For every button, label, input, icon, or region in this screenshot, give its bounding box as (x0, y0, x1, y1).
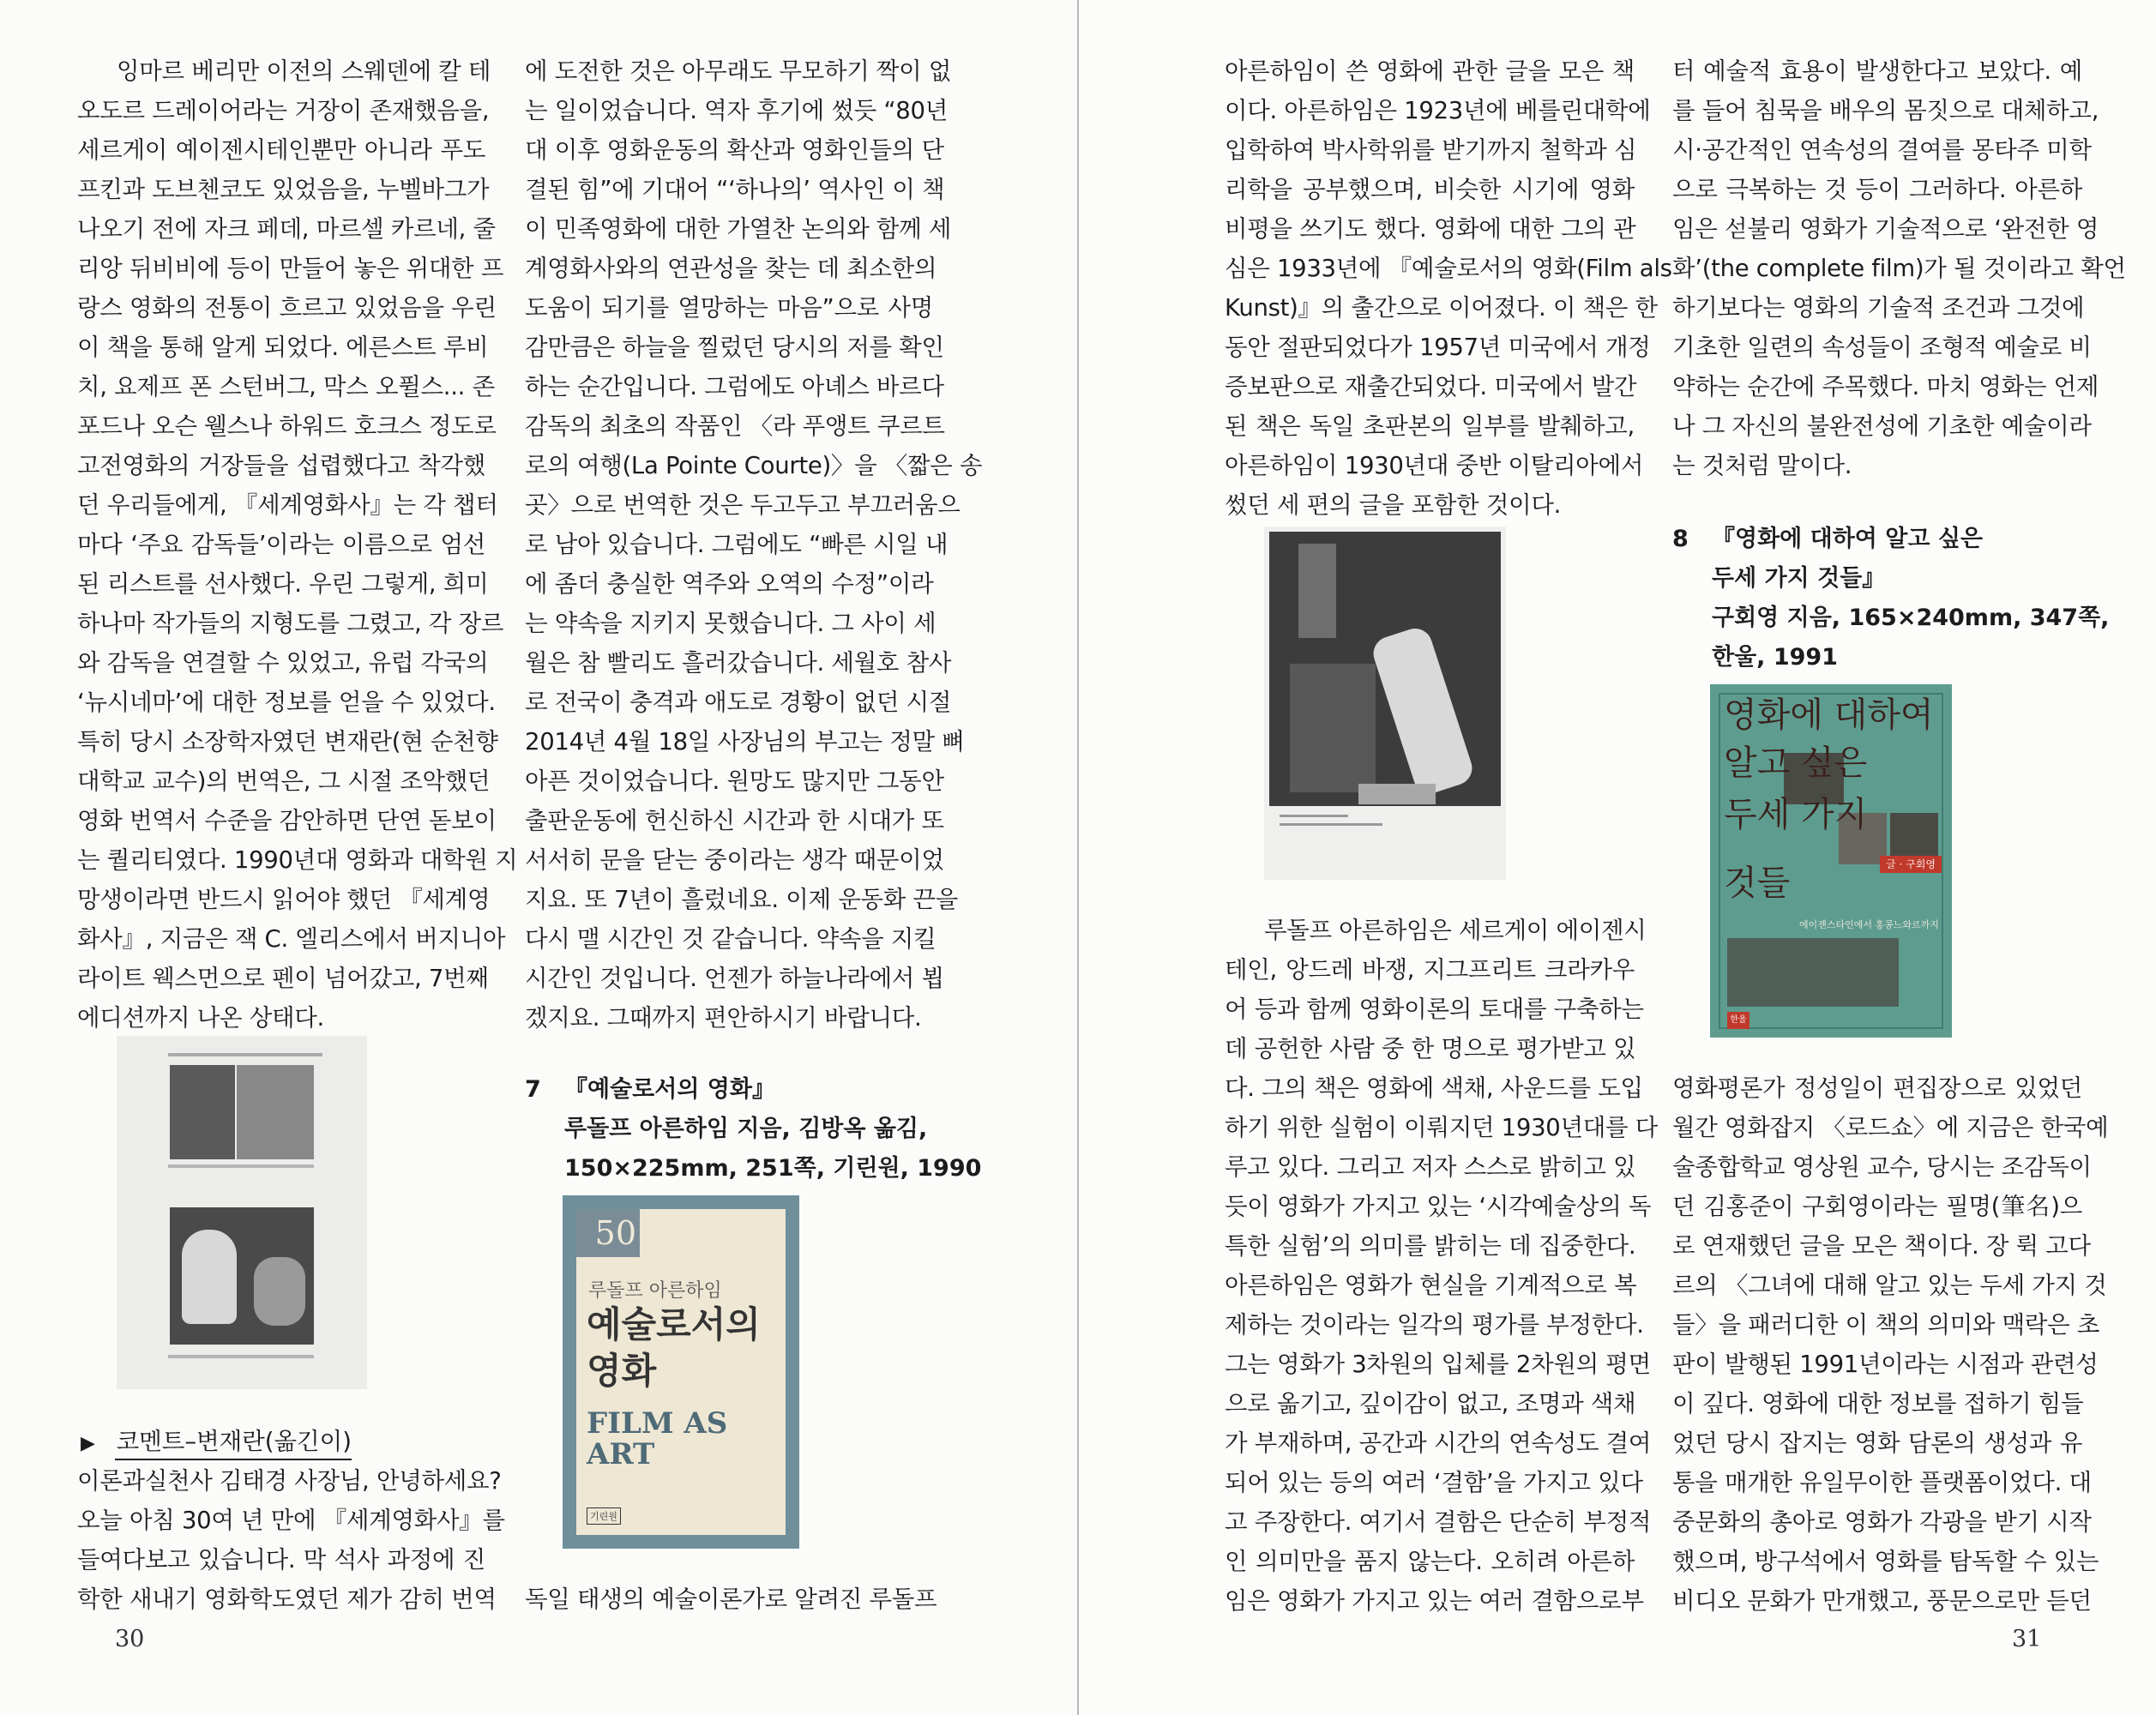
text-line: 다시 맬 시간인 것 같습니다. 약속을 지킬 (525, 925, 936, 953)
text-line: 동안 절판되었다가 1957년 미국에서 개정 (1225, 334, 1651, 361)
text-line: 비디오 문화가 만개했고, 풍문으로만 듣던 (1672, 1587, 2092, 1615)
text-line: 루돌프 아른하임은 세르게이 에이젠시 (1264, 917, 1647, 944)
cover-author: 루돌프 아른하임 (588, 1280, 722, 1302)
item-number: 7 (525, 1076, 541, 1103)
text-line: 감독의 최초의 작품인 〈라 푸앵트 쿠르트 (525, 412, 945, 440)
text-line: 썼던 세 편의 글을 포함한 것이다. (1225, 491, 1562, 519)
text-line: 된 책은 독일 초판본의 일부를 발췌하고, (1225, 412, 1635, 440)
cover-english-line1: FILM AS (587, 1406, 728, 1441)
text-line: 서서히 문을 닫는 중이라는 생각 때문이었 (525, 846, 944, 874)
text-line: 나 그 자신의 불완전성에 기초한 예술이라 (1672, 412, 2092, 440)
text-line: 2014년 4월 18일 사장님의 부고는 정말 뼈 (525, 728, 965, 755)
right-column-1-bottom (1225, 911, 1658, 1621)
text-line: 학한 새내기 영화학도였던 제가 감히 번역 (77, 1586, 497, 1613)
text-line: 로 연재했던 글을 모은 책이다. 장 뤽 고다 (1672, 1232, 2091, 1260)
text-line: 잉마르 베리만 이전의 스웨덴에 칼 테 (117, 57, 491, 85)
text-line: 포드나 오슨 웰스나 하워드 호크스 정도로 (77, 412, 497, 440)
text-line: 독일 태생의 예술이론가로 알려진 루돌프 (525, 1586, 937, 1613)
text-line: 와 감독을 연결할 수 있었고, 유럽 각국의 (77, 649, 489, 677)
text-line: 아픈 것이었습니다. 원망도 많지만 그동안 (525, 767, 944, 795)
comment-body (77, 1461, 505, 1619)
text-line: 아른하임은 영화가 현실을 기계적으로 복 (1225, 1272, 1637, 1299)
text-line: 테인, 앙드레 바쟁, 지그프리트 크라카우 (1225, 956, 1635, 984)
right-column-2-bottom (1672, 1068, 2109, 1621)
text-line: 이다. 아른하임은 1923년에 베를린대학에 (1225, 97, 1651, 124)
text-line: 중문화의 총아로 영화가 각광을 받기 시작 (1672, 1508, 2092, 1536)
text-line: 제하는 것이라는 일각의 평가를 부정한다. (1225, 1311, 1644, 1339)
item8-specs: 구회영 지음, 165×240mm, 347쪽, (1712, 605, 2110, 631)
text-line: 다. 그의 책은 영화에 색채, 사운드를 도입 (1225, 1074, 1643, 1102)
arnheim-film-still-image (1264, 527, 1506, 880)
text-line: 으로 극복하는 것 등이 그러하다. 아른하 (1672, 176, 2082, 203)
comment-heading (81, 1422, 352, 1464)
cover8-title-line4: 것들 (1724, 864, 1791, 903)
text-line: 에 좀더 충실한 역주와 오역의 수정”이라 (525, 570, 934, 598)
text-line: 곳〉으로 번역한 것은 두고두고 부끄러움으 (525, 491, 961, 519)
book-item-7-heading (525, 1070, 982, 1190)
text-line: 데 공헌한 사람 중 한 명으로 평가받고 있 (1225, 1035, 1636, 1062)
book-item-8-heading (1672, 520, 2118, 683)
text-line: 고전영화의 거장들을 섭렵했다고 착각했 (77, 452, 485, 479)
page-number-right: 31 (2012, 1626, 2042, 1652)
text-line: 랑스 영화의 전통이 흐르고 있었음을 우린 (77, 294, 497, 322)
item7-specs: 150×225mm, 251쪽, 기린원, 1990 (564, 1155, 982, 1182)
text-line: 그는 영화가 3차원의 입체를 2차원의 평면 (1225, 1351, 1651, 1378)
text-line: 화사』, 지금은 잭 C. 엘리스에서 버지니아 (77, 925, 506, 953)
text-line: 던 우리들에게, 『세계영화사』는 각 챕터 (77, 491, 498, 519)
text-line: 임은 섣불리 영화가 기술적으로 ‘완전한 영 (1672, 215, 2099, 243)
text-line: 에 도전한 것은 아무래도 무모하기 짝이 없 (525, 57, 952, 85)
text-line: 판이 발행된 1991년이라는 시점과 관련성 (1672, 1351, 2099, 1378)
text-line: 대 이후 영화운동의 확산과 영화인들의 단 (525, 136, 944, 164)
series-badge: 50 (576, 1209, 640, 1257)
left-page (0, 0, 1077, 1715)
item8-title-line2: 두세 가지 것들』 (1712, 565, 1886, 592)
text-line: 루고 있다. 그리고 저자 스스로 밝히고 있 (1225, 1153, 1636, 1181)
text-line: 들여다보고 있습니다. 막 석사 과정에 진 (77, 1546, 485, 1574)
film-stills-image (117, 1036, 367, 1389)
item-number: 8 (1672, 526, 1689, 552)
cover8-title-line1: 영화에 대하여 (1724, 695, 1934, 735)
text-line: 로의 여행(La Pointe Courte)〉을 〈짧은 송 (525, 452, 983, 479)
text-line: 아른하임이 쓴 영화에 관한 글을 모은 책 (1225, 57, 1635, 85)
left-column-2 (525, 51, 983, 1038)
text-line: 결된 힘”에 기대어 “‘하나의’ 역사인 이 책 (525, 176, 945, 203)
text-line: 시·공간적인 연속성의 결여를 몽타주 미학 (1672, 136, 2092, 164)
text-line: 리학을 공부했으며, 비슷한 시기에 영화 (1225, 176, 1635, 203)
text-line: 화’(the complete film)가 될 것이라고 확언 (1672, 255, 2126, 282)
text-line: 오늘 아침 30여 년 만에 『세계영화사』를 (77, 1507, 505, 1534)
text-line: 이 민족영화에 대한 가열찬 논의와 함께 세 (525, 215, 952, 243)
item8-title-line1: 『영화에 대하여 알고 싶은 (1712, 526, 1984, 552)
text-line: 는 것처럼 말이다. (1672, 452, 1852, 479)
item8-publisher: 한울, 1991 (1712, 644, 1838, 671)
text-line: 마다 ‘주요 감독들’이라는 이름으로 엄선 (77, 531, 485, 558)
text-line: 하기 위한 실험이 이뤄지던 1930년대를 다 (1225, 1114, 1658, 1141)
text-line: 는 약속을 지키지 못했습니다. 그 사이 세 (525, 610, 936, 637)
text-line: 하나마 작가들의 지형도를 그렸고, 각 장르 (77, 610, 504, 637)
text-line: 치, 요제프 폰 스턴버그, 막스 오퓔스... 존 (77, 373, 495, 400)
text-line: 기초한 일련의 속성들이 조형적 예술로 비 (1672, 334, 2092, 361)
cover-title-line2: 영화 (587, 1350, 657, 1392)
cover-title-line1: 예술로서의 (587, 1303, 761, 1345)
text-line: 는 퀄리티였다. 1990년대 영화과 대학원 지 (77, 846, 518, 874)
text-line: 계영화사와의 연관성을 찾는 데 최소한의 (525, 255, 937, 282)
triangle-icon: ▶ (81, 1433, 95, 1454)
text-line: 하는 순간입니다. 그럼에도 아녜스 바르다 (525, 373, 944, 400)
text-line: 로 남아 있습니다. 그럼에도 “빠른 시일 내 (525, 531, 949, 558)
text-line: 월은 참 빨리도 흘러갔습니다. 세월호 참사 (525, 649, 952, 677)
text-line: 되어 있는 등의 여러 ‘결함’을 가지고 있다 (1225, 1469, 1643, 1496)
text-line: 비평을 쓰기도 했다. 영화에 대한 그의 관 (1225, 215, 1636, 243)
text-line: 지요. 또 7년이 흘렀네요. 이제 운동화 끈을 (525, 886, 958, 913)
text-line: 이 책을 통해 알게 되었다. 에른스트 루비 (77, 334, 489, 361)
text-line: 도움이 되기를 열망하는 마음”으로 사명 (525, 294, 933, 322)
text-line: ‘뉴시네마’에 대한 정보를 얻을 수 있었다. (77, 689, 496, 716)
text-line: 으로 옮기고, 깊이감이 없고, 조명과 색채 (1225, 1390, 1636, 1417)
text-line: 시간인 것입니다. 언젠가 하늘나라에서 뵙 (525, 965, 944, 992)
text-line: 된 리스트를 선사했다. 우린 그렇게, 희미 (77, 570, 489, 598)
text-line: 출판운동에 헌신하신 시간과 한 시대가 또 (525, 807, 944, 834)
text-line: 에디션까지 나온 상태다. (77, 1004, 324, 1032)
text-line: 입학하여 박사학위를 받기까지 철학과 심 (1225, 136, 1637, 164)
text-line: 고 주장한다. 여기서 결함은 단순히 부정적 (1225, 1508, 1652, 1536)
text-line: 월간 영화잡지 〈로드쇼〉에 지금은 한국예 (1672, 1114, 2109, 1141)
cover-publisher-mark: 기린원 (587, 1507, 621, 1525)
comment-underline (115, 1459, 352, 1460)
page-number-left: 30 (115, 1626, 145, 1652)
text-line: 어 등과 함께 영화이론의 토대를 구축하는 (1225, 996, 1644, 1023)
text-line: 리앙 뒤비비에 등이 만들어 놓은 위대한 프 (77, 255, 504, 282)
text-line: 특히 당시 소장학자였던 변재란(현 순천향 (77, 728, 498, 755)
text-line: 겠지요. 그때까지 편안하시기 바랍니다. (525, 1004, 922, 1032)
text-line: 영화 번역서 수준을 감안하면 단연 돋보이 (77, 807, 497, 834)
text-line: 었던 당시 잡지는 영화 담론의 생성과 유 (1672, 1429, 2082, 1457)
cover8-author-badge: 글 · 구회영 (1880, 856, 1942, 873)
text-line: 아른하임이 1930년대 중반 이탈리아에서 (1225, 452, 1644, 479)
text-line: 듯이 영화가 가지고 있는 ‘시각예술상의 독 (1225, 1193, 1652, 1220)
text-line: 하기보다는 영화의 기술적 조건과 그것에 (1672, 294, 2085, 322)
item7-title: 『예술로서의 영화』 (564, 1076, 775, 1103)
text-line: 프킨과 도브첸코도 있었음을, 누벨바그가 (77, 176, 490, 203)
text-line: 오도르 드레이어라는 거장이 존재했음을, (77, 97, 490, 124)
text-line: 는 일이었습니다. 역자 후기에 썼듯 “80년 (525, 97, 948, 124)
left-column-2-tail (525, 1580, 937, 1619)
text-line: Kunst)』의 출간으로 이어졌다. 이 책은 한 (1225, 294, 1658, 322)
text-line: 망생이라면 반드시 읽어야 했던 『세계영 (77, 886, 491, 913)
item7-author: 루돌프 아른하임 지음, 김방옥 옮김, (564, 1116, 928, 1142)
text-line: 터 예술적 효용이 발생한다고 보았다. 예 (1672, 57, 2082, 85)
cover8-title-line2: 알고 싶은 (1724, 743, 1868, 783)
text-line: 심은 1933년에 『예술로서의 영화(Film als (1225, 255, 1672, 282)
book-cover-film-as-art (563, 1195, 799, 1549)
book-cover-two-or-three-things (1710, 684, 1952, 1038)
cover-english-line2: ART (587, 1437, 655, 1471)
text-line: 나오기 전에 자크 페데, 마르셀 카르네, 줄 (77, 215, 496, 243)
text-line: 증보판으로 재출간되었다. 미국에서 발간 (1225, 373, 1637, 400)
right-column-2-top (1672, 51, 2126, 485)
text-line: 던 김홍준이 구회영이라는 필명(筆名)으 (1672, 1193, 2082, 1220)
text-line: 대학교 교수)의 번역은, 그 시절 조악했던 (77, 767, 491, 795)
comment-title-text: 코멘트–변재란(옮긴이) (116, 1428, 352, 1455)
cover8-subtitle: 에이젠스타인에서 홍콩느와르까지 (1799, 919, 1939, 930)
text-line: 가 부재하며, 공간과 시간의 연속성도 결여 (1225, 1429, 1652, 1457)
text-line: 통을 매개한 유일무이한 플랫폼이었다. 대 (1672, 1469, 2092, 1496)
left-column-1 (77, 51, 518, 1038)
cover8-title-line3: 두세 가지 (1724, 795, 1868, 834)
text-line: 인 의미만을 품지 않는다. 오히려 아른하 (1225, 1548, 1635, 1575)
text-line: 임은 영화가 가지고 있는 여러 결함으로부 (1225, 1587, 1644, 1615)
text-line: 세르게이 예이젠시테인뿐만 아니라 푸도 (77, 136, 485, 164)
text-line: 특한 실험’의 의미를 밝히는 데 집중한다. (1225, 1232, 1636, 1260)
text-line: 했으며, 방구석에서 영화를 탐독할 수 있는 (1672, 1548, 2099, 1575)
text-line: 이론과실천사 김태경 사장님, 안녕하세요? (77, 1467, 502, 1495)
cover8-publisher-mark: 한울 (1727, 1012, 1749, 1029)
text-line: 를 들어 침묵을 배우의 몸짓으로 대체하고, (1672, 97, 2099, 124)
text-line: 영화평론가 정성일이 편집장으로 있었던 (1672, 1074, 2082, 1102)
right-page (1079, 0, 2156, 1715)
text-line: 약하는 순간에 주목했다. 마치 영화는 언제 (1672, 373, 2099, 400)
text-line: 라이트 웩스먼으로 펜이 넘어갔고, 7번째 (77, 965, 489, 992)
text-line: 감만큼은 하늘을 찔렀던 당시의 저를 확인 (525, 334, 944, 361)
text-line: 이 깊다. 영화에 대한 정보를 접하기 힘들 (1672, 1390, 2084, 1417)
text-line: 로 전국이 충격과 애도로 경황이 없던 시절 (525, 689, 952, 716)
text-line: 르의 〈그녀에 대해 알고 있는 두세 가지 것 (1672, 1272, 2107, 1299)
right-column-1-top (1225, 51, 1672, 525)
text-line: 들〉을 패러디한 이 책의 의미와 맥락은 초 (1672, 1311, 2100, 1339)
text-line: 술종합학교 영상원 교수, 당시는 조감독이 (1672, 1153, 2092, 1181)
